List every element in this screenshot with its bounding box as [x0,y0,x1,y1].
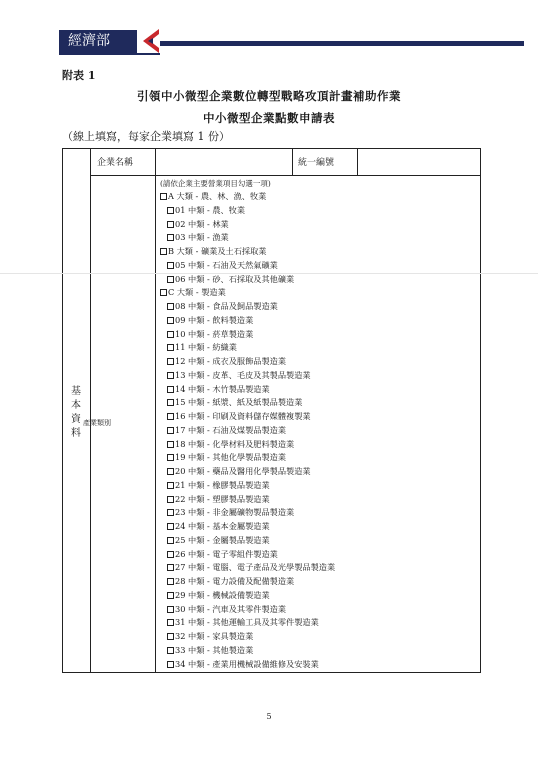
industry-minor-item[interactable] [160,438,478,452]
checkbox-icon[interactable] [167,564,174,571]
checkbox-icon[interactable] [167,619,174,626]
page-number: 5 [266,712,272,721]
industry-minor-item[interactable] [160,369,478,383]
industry-category-label: 產業類別 [83,419,111,427]
checkbox-icon[interactable] [167,386,174,393]
industry-item-label: 13 中類 - 皮革、毛皮及其製品製造業 [175,369,311,380]
industry-item-label: 21 中類 - 橡膠製品製造業 [175,479,270,490]
industry-item-label: 23 中類 - 非金屬礦物製品製造業 [175,507,295,518]
industry-item-label: 27 中類 - 電腦、電子產品及光學製品製造業 [175,562,336,573]
industry-item-label: 10 中類 - 菸草製造業 [175,328,254,339]
checkbox-icon[interactable] [167,509,174,516]
industry-minor-item[interactable] [160,644,478,658]
industry-item-label: 18 中類 - 化學材料及肥料製造業 [175,438,295,449]
checkbox-icon[interactable] [167,468,174,475]
checkbox-icon[interactable] [167,482,174,489]
checkbox-icon[interactable] [160,193,167,200]
checkbox-icon[interactable] [167,427,174,434]
checkbox-icon[interactable] [167,523,174,530]
industry-minor-item[interactable] [160,273,478,287]
industry-item-label: 09 中類 - 飲料製造業 [175,314,254,325]
appendix-label: 附表 1 [62,69,96,82]
document-subtitle: 中小微型企業點數申請表 [203,111,335,125]
checkbox-icon[interactable] [167,454,174,461]
industry-minor-item[interactable] [160,630,478,644]
checkbox-icon[interactable] [167,303,174,310]
checkbox-icon[interactable] [167,413,174,420]
industry-item-label: 05 中類 - 石油及天然氣礦業 [175,259,278,270]
table-divider [90,175,480,176]
industry-item-label: 06 中類 - 砂、石採取及其他礦業 [175,273,295,284]
industry-minor-item[interactable] [160,314,478,328]
industry-item-label: 17 中類 - 石油及煤製品製造業 [175,424,287,435]
checkbox-icon[interactable] [167,317,174,324]
ministry-logo [59,30,137,53]
checkbox-icon[interactable] [167,399,174,406]
industry-minor-item[interactable] [160,218,478,232]
checkbox-icon[interactable] [160,289,167,296]
checkbox-icon[interactable] [167,262,174,269]
table-divider [155,149,156,672]
industry-minor-item[interactable] [160,465,478,479]
checkbox-icon[interactable] [167,647,174,654]
checkbox-icon[interactable] [167,344,174,351]
industry-minor-item[interactable] [160,506,478,520]
industry-checkbox-list [160,178,478,671]
industry-item-label: 25 中類 - 金屬製品製造業 [175,534,270,545]
checkbox-icon[interactable] [167,592,174,599]
industry-minor-item[interactable] [160,410,478,424]
industry-minor-item[interactable] [160,561,478,575]
header-underline [59,53,160,55]
industry-item-label: 28 中類 - 電力設備及配備製造業 [175,576,295,586]
checkbox-icon[interactable] [167,578,174,585]
checkbox-icon[interactable] [167,358,174,365]
fill-instruction-note: （線上填寫，每家企業填寫 1 份） [62,130,230,143]
table-divider [357,149,358,175]
ministry-name: 經濟部 [68,33,110,49]
checkbox-icon[interactable] [167,331,174,338]
table-divider [90,149,91,672]
industry-item-label: 20 中類 - 藥品及醫用化學製品製造業 [175,466,311,476]
industry-item-label: 24 中類 - 基本金屬製造業 [175,521,270,531]
checkbox-icon[interactable] [167,661,174,668]
industry-item-label: B 大類 - 礦業及土石採取業 [168,246,267,256]
ministry-emblem-icon [137,28,161,54]
industry-minor-item[interactable] [160,603,478,617]
checkbox-icon[interactable] [167,551,174,558]
industry-minor-item[interactable] [160,355,478,369]
checkbox-icon[interactable] [167,234,174,241]
industry-item-label: 31 中類 - 其他運輸工具及其零件製造業 [175,617,319,628]
industry-item-label: 02 中類 - 林業 [175,218,229,229]
checkbox-icon[interactable] [167,221,174,228]
industry-item-label: 26 中類 - 電子零組件製造業 [175,548,278,559]
industry-minor-item[interactable] [160,424,478,438]
checkbox-icon[interactable] [167,537,174,544]
industry-item-label: 01 中類 - 農、牧業 [175,204,246,215]
industry-item-label: 29 中類 - 機械設備製造業 [175,589,270,600]
industry-major-item[interactable] [160,245,478,259]
industry-item-label: 34 中類 - 產業用機械設備維修及安裝業 [175,658,319,669]
industry-minor-item[interactable] [160,204,478,218]
uniform-number-label: 統一編號 [298,158,335,168]
industry-item-label: 15 中類 - 紙漿、紙及紙製品製造業 [175,397,303,408]
industry-minor-item[interactable] [160,534,478,548]
industry-minor-item[interactable] [160,396,478,410]
industry-minor-item[interactable] [160,231,478,245]
industry-item-label: A 大類 - 農、林、漁、牧業 [168,191,267,201]
industry-item-label: 14 中類 - 木竹製品製造業 [175,383,270,394]
industry-minor-item[interactable] [160,259,478,273]
industry-item-label: 30 中類 - 汽車及其零件製造業 [175,603,287,614]
industry-item-label: 12 中類 - 成衣及服飾品製造業 [175,356,287,366]
checkbox-icon[interactable] [160,248,167,255]
industry-major-item[interactable] [160,286,478,300]
industry-item-label: 11 中類 - 紡織業 [175,342,237,353]
industry-minor-item[interactable] [160,493,478,507]
industry-item-label: 33 中類 - 其他製造業 [175,644,254,655]
industry-item-label: 22 中類 - 塑膠製品製造業 [175,493,270,504]
checkbox-icon[interactable] [167,606,174,613]
industry-item-label: C 大類 - 製造業 [168,287,226,298]
industry-minor-item[interactable] [160,341,478,355]
industry-minor-item[interactable] [160,328,478,342]
table-divider [292,149,293,175]
checkbox-icon[interactable] [167,633,174,640]
checkbox-icon[interactable] [167,496,174,503]
industry-minor-item[interactable] [160,548,478,562]
checkbox-icon[interactable] [167,207,174,214]
checkbox-icon[interactable] [167,441,174,448]
industry-minor-item[interactable] [160,658,478,672]
scan-artifact-line [0,273,538,274]
industry-instruction: (請依企業主要營業項目勾選一項) [160,179,271,188]
document-title: 引領中小微型企業數位轉型戰略攻頂計畫補助作業 [137,89,401,103]
industry-minor-item[interactable] [160,520,478,534]
checkbox-icon[interactable] [167,372,174,379]
industry-major-item[interactable] [160,190,478,204]
industry-minor-item[interactable] [160,451,478,465]
industry-item-label: 16 中類 - 印刷及資料儲存媒體複製業 [175,411,311,421]
industry-item-label: 32 中類 - 家具製造業 [175,631,254,641]
industry-minor-item[interactable] [160,300,478,314]
industry-minor-item[interactable] [160,479,478,493]
industry-item-label: 19 中類 - 其他化學製品製造業 [175,452,287,463]
industry-minor-item[interactable] [160,383,478,397]
industry-item-label: 08 中類 - 食品及飼品製造業 [175,301,278,311]
industry-minor-item[interactable] [160,575,478,589]
industry-item-label: 03 中類 - 漁業 [175,232,229,243]
company-name-label: 企業名稱 [97,158,134,168]
basic-info-label: 基本資料 [71,386,81,439]
application-form-table [62,148,481,673]
industry-minor-item[interactable] [160,589,478,603]
checkbox-icon[interactable] [167,276,174,283]
industry-minor-item[interactable] [160,616,478,630]
header-rule [160,41,524,46]
